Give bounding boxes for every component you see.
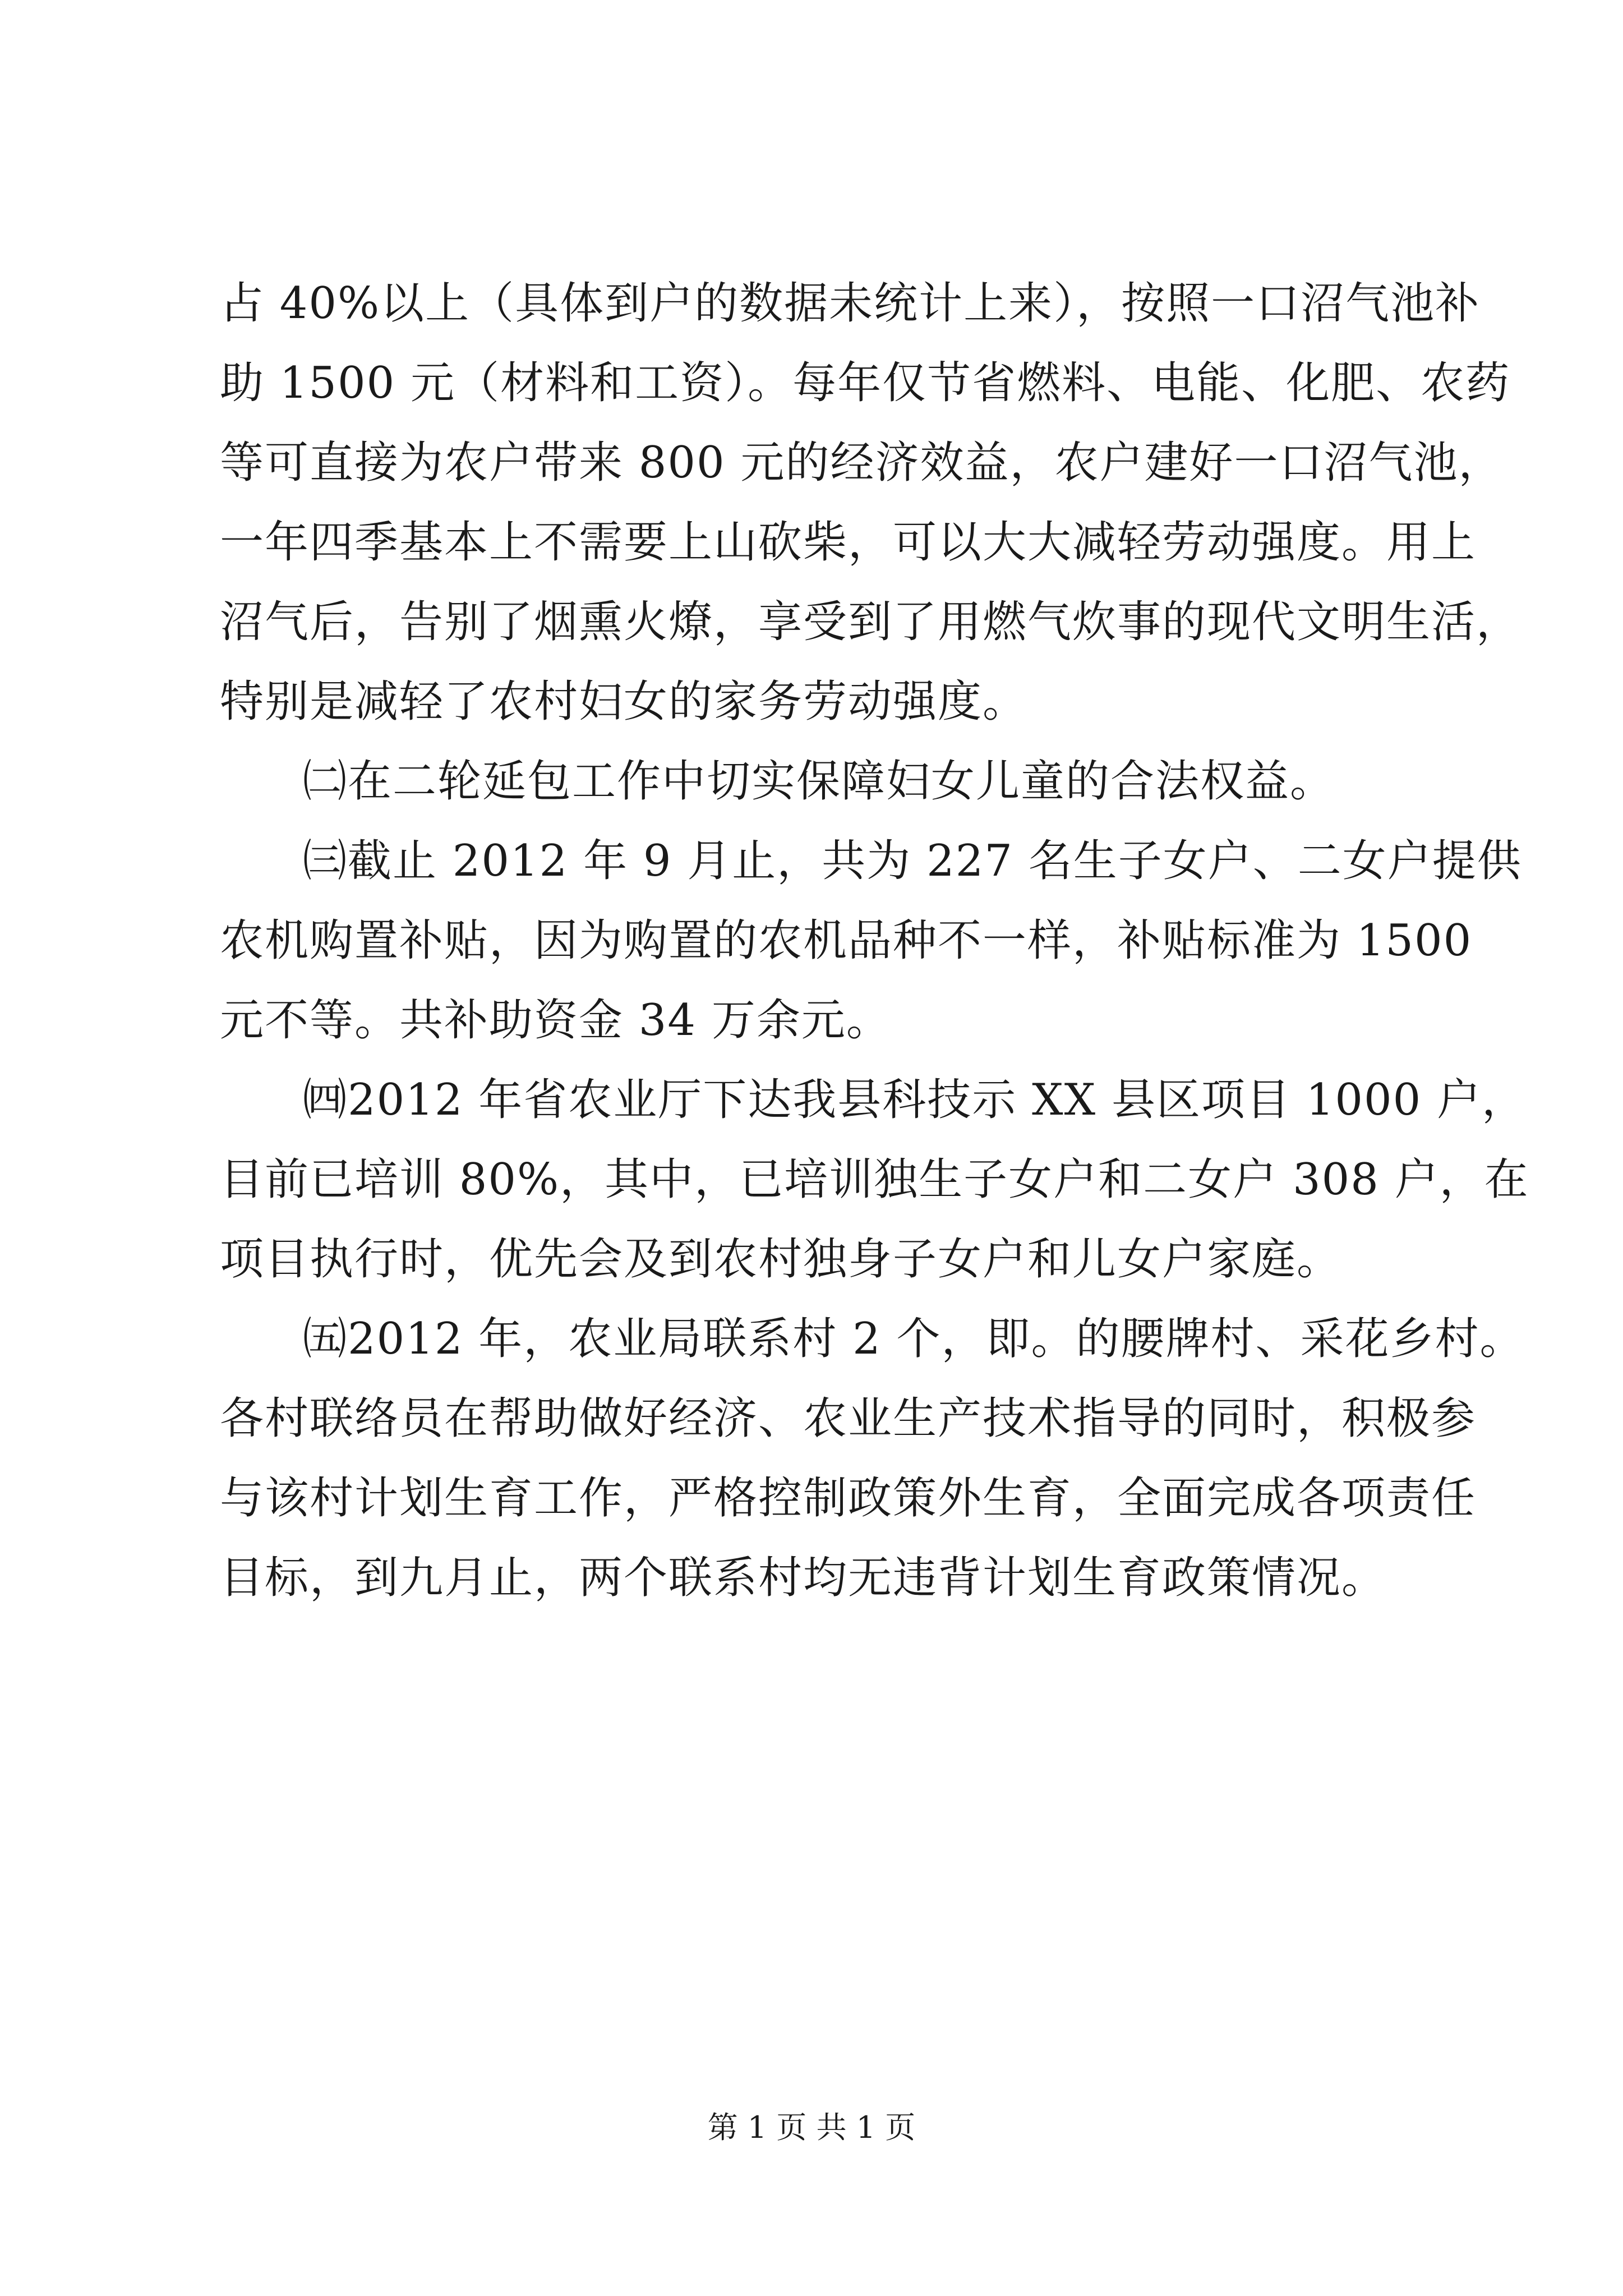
paragraph-item-4 [220,1060,1529,1299]
paragraph-item-5 [220,1299,1525,1618]
text-line: 等可直接为农户带来 800 元的经济效益，农户建好一口沼气池， [220,438,1504,488]
text-line: 项目执行时，优先会及到农村独身子女户和儿女户家庭。 [220,1234,1342,1285]
text-line: 目前已培训 80%，其中，已培训独生子女户和二女户 308 户，在 [220,1154,1529,1205]
text-line: ㈡在二轮延包工作中切实保障妇女儿童的合法权益。 [303,756,1335,807]
text-line: ㈤2012 年，农业局联系村 2 个，即。的腰牌村、采花乡村。 [303,1314,1525,1364]
text-line: 助 1500 元（材料和工资）。每年仅节省燃料、电能、化肥、农药 [220,358,1511,408]
text-line: ㈢截止 2012 年 9 月止，共为 227 名生子女户、二女户提供 [303,836,1522,886]
text-line: 农机购置补贴，因为购置的农机品种不一样，补贴标准为 1500 [220,915,1473,966]
text-line: 目标，到九月止，两个联系村均无违背计划生育政策情况。 [220,1553,1387,1603]
text-line: 沼气后，告别了烟熏火燎，享受到了用燃气炊事的现代文明生活， [220,597,1521,647]
paragraph-item-3 [220,821,1522,1060]
paragraph-item-2 [220,742,1409,821]
text-line: 占 40%以上（具体到户的数据未统计上来），按照一口沼气池补 [220,278,1481,329]
text-line: 一年四季基本上不需要上山砍柴，可以大大减轻劳动强度。用上 [220,517,1477,568]
text-line: 特别是减轻了农村妇女的家务劳动强度。 [220,677,1028,727]
text-line: ㈣2012 年省农业厅下达我县科技示 XX 县区项目 1000 户， [303,1075,1527,1125]
text-line: 与该村计划生育工作，严格控制政策外生育，全面完成各项责任 [220,1473,1477,1524]
paragraph-biogas-benefits [220,264,1521,742]
text-line: 各村联络员在帮助做好经济、农业生产技术指导的同时，积极参 [220,1393,1477,1444]
page-footer: 第 1 页 共 1 页 [707,2110,916,2145]
text-line: 元不等。共补助资金 34 万余元。 [220,995,891,1046]
document-body [220,264,1529,1618]
